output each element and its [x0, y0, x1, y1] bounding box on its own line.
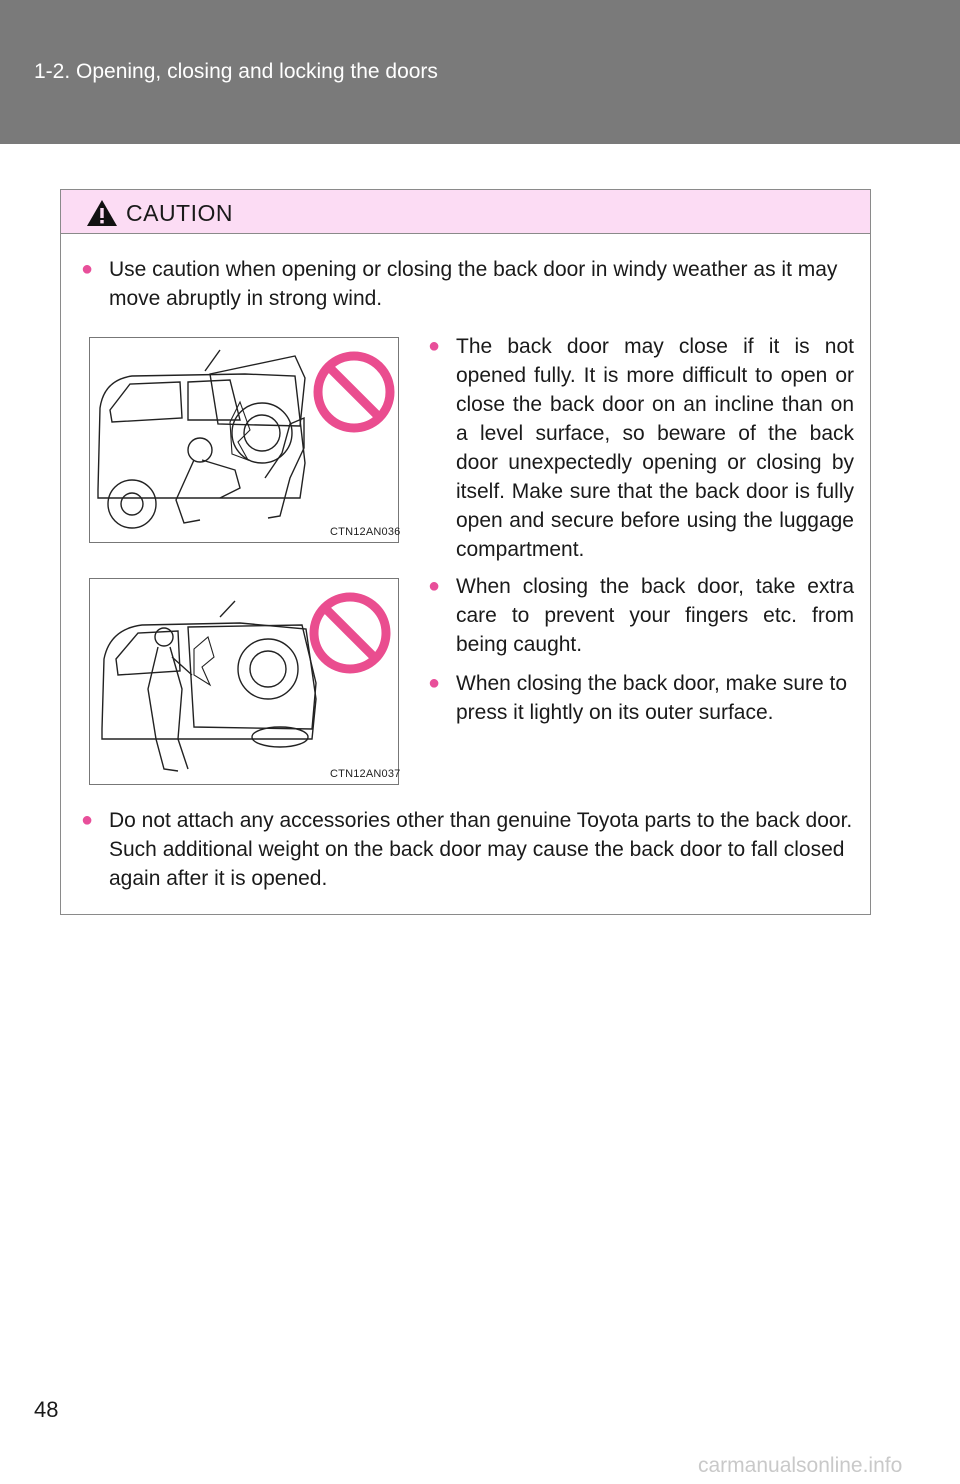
bullet-not-opened-fully: ● The back door may close if it is not opened fully. It is more difficult to open or close the back door on an incline than on a level surface, so beware of the back door unexpectedly opening or closing by itself. Make sure that the back door is fully open and secure before using the luggage compartment. — [428, 332, 854, 564]
watermark: carmanualsonline.info — [698, 1454, 903, 1477]
figure-code: CTN12AN037 — [330, 768, 401, 780]
page-number: 48 — [34, 1397, 59, 1422]
bullet-press-lightly: ● When closing the back door, make sure to press it lightly on its outer surface. — [428, 669, 854, 727]
bullet-icon: ● — [428, 575, 441, 597]
bullet-windy-weather: ● Use caution when opening or closing the back door in windy weather as it may move abruptly in strong wind. — [81, 255, 863, 313]
warning-triangle-icon — [86, 199, 118, 227]
page-header — [0, 0, 960, 144]
bullet-icon: ● — [81, 809, 94, 831]
figure-code: CTN12AN036 — [330, 526, 401, 538]
caution-title: CAUTION — [126, 200, 233, 226]
illustration-person-loading-cargo — [89, 337, 399, 543]
bullet-accessories: ● Do not attach any accessories other than genuine Toyota parts to the back door. Such additional weight on the back door may cause the back door to fall closed again after it is opened. — [81, 806, 863, 893]
bullet-icon: ● — [81, 258, 94, 280]
bullet-fingers-caught: ● When closing the back door, take extra care to prevent your fingers etc. from being caught. — [428, 572, 854, 659]
car-back-door-closing-illustration — [90, 579, 401, 784]
section-title: 1-2. Opening, closing and locking the doors — [34, 60, 438, 83]
caution-box — [60, 189, 871, 915]
prohibited-icon — [314, 597, 386, 669]
bullet-icon: ● — [428, 672, 441, 694]
bullet-icon: ● — [428, 335, 441, 357]
car-back-door-open-illustration — [90, 338, 401, 542]
prohibited-icon — [318, 356, 390, 428]
caution-header — [61, 190, 870, 234]
illustration-person-closing-door — [89, 578, 399, 785]
